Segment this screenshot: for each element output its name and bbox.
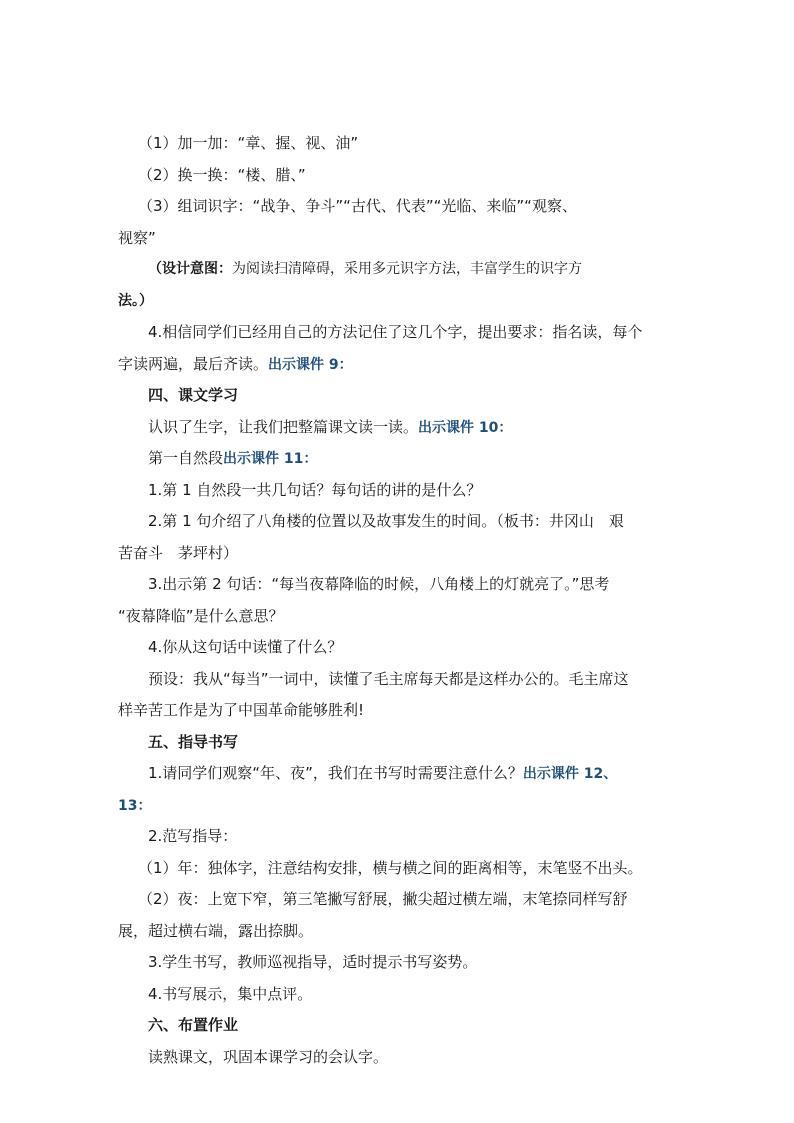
writing-step-2-2-line1: （2）夜：上宽下窄，第三笔撇写舒展，撇尖超过横左端，末笔捺同样写舒	[138, 890, 628, 908]
courseware-cue-13: 13：	[118, 797, 152, 814]
courseware-cue-12: 出示课件 12、	[522, 766, 618, 782]
question-3-line2: “夜幕降临”是什么意思？	[118, 606, 284, 625]
step4-line1: 4.相信同学们已经用自己的方法记住了这几个字，提出要求：指名读，每个	[148, 323, 643, 341]
question-3-line1: 3.出示第 2 句话：“每当夜幕降临的时候，八角楼上的灯就亮了。”思考	[148, 575, 610, 593]
section-heading-5: 五、指导书写	[148, 732, 239, 751]
sec4-intro	[118, 412, 676, 444]
section-heading-4: 四、课文学习	[148, 386, 239, 404]
question-4: 4.你从这句话中读懂了什么？	[148, 638, 343, 656]
courseware-cue-9: 出示课件 9：	[268, 356, 353, 373]
writing-step-1-cont	[118, 790, 676, 822]
writing-step-2-2-line2: 展，超过横右端，露出捺脚。	[118, 921, 314, 940]
writing-step-2: 2.范写指导：	[148, 827, 238, 845]
writing-step-1	[118, 758, 676, 790]
question-1: 1.第 1 自然段一共几句话？每句话的讲的是什么？	[148, 480, 482, 499]
sec4-intro-text: 认识了生字，让我们把整篇课文读一读。	[148, 417, 419, 436]
section-heading-6: 六、布置作业	[148, 1016, 239, 1034]
preset-line1: 预设：我从“每当”一词中，读懂了毛主席每天都是这样办公的。毛主席这	[148, 669, 629, 688]
method-add: （1）加一加：“章、握、视、油”	[138, 134, 359, 152]
step4-line2	[118, 349, 676, 381]
writing-step-4: 4.书写展示，集中点评。	[148, 984, 313, 1003]
step4-text: 字读两遍，最后齐读。	[118, 354, 269, 373]
writing-step-3: 3.学生书写，教师巡视指导，适时提示书写姿势。	[148, 953, 478, 971]
sec4-para1	[118, 443, 676, 475]
question-2-line1: 2.第 1 句介绍了八角楼的位置以及故事发生的时间。（板书：井冈山 艰	[148, 512, 624, 530]
courseware-cue-10: 出示课件 10：	[418, 419, 513, 436]
question-2-line2: 苦奋斗 茅坪村）	[118, 543, 239, 562]
method-swap: （2）换一换：“楼、腊、”	[138, 165, 306, 184]
method-words-line2: 视察”	[118, 228, 156, 247]
design-note-line2: 法。）	[118, 292, 153, 309]
document-page	[118, 128, 676, 1073]
design-note-label: 设计意图：	[162, 261, 232, 277]
design-note-line1	[118, 254, 676, 286]
writing-step-2-1: （1）年：独体字，注意结构安排，横与横之间的距离相等，末笔竖不出头。	[138, 858, 643, 877]
method-words-line1: （3）组词识字：“战争、争斗”“古代、代表”“光临、来临”“观察、	[138, 197, 577, 215]
para1-label: 第一自然段	[148, 449, 224, 467]
design-note-open: （	[148, 261, 162, 277]
homework: 读熟课文，巩固本课学习的会认字。	[148, 1047, 389, 1066]
preset-line2: 样辛苦工作是为了中国革命能够胜利!	[118, 701, 365, 719]
design-note-text: 为阅读扫清障碍，采用多元识字方法，丰富学生的识字方	[232, 261, 582, 277]
courseware-cue-11: 出示课件 11：	[223, 451, 318, 467]
writing-step-1-text: 1.请同学们观察“年、夜”，我们在书写时需要注意什么？	[148, 764, 523, 782]
